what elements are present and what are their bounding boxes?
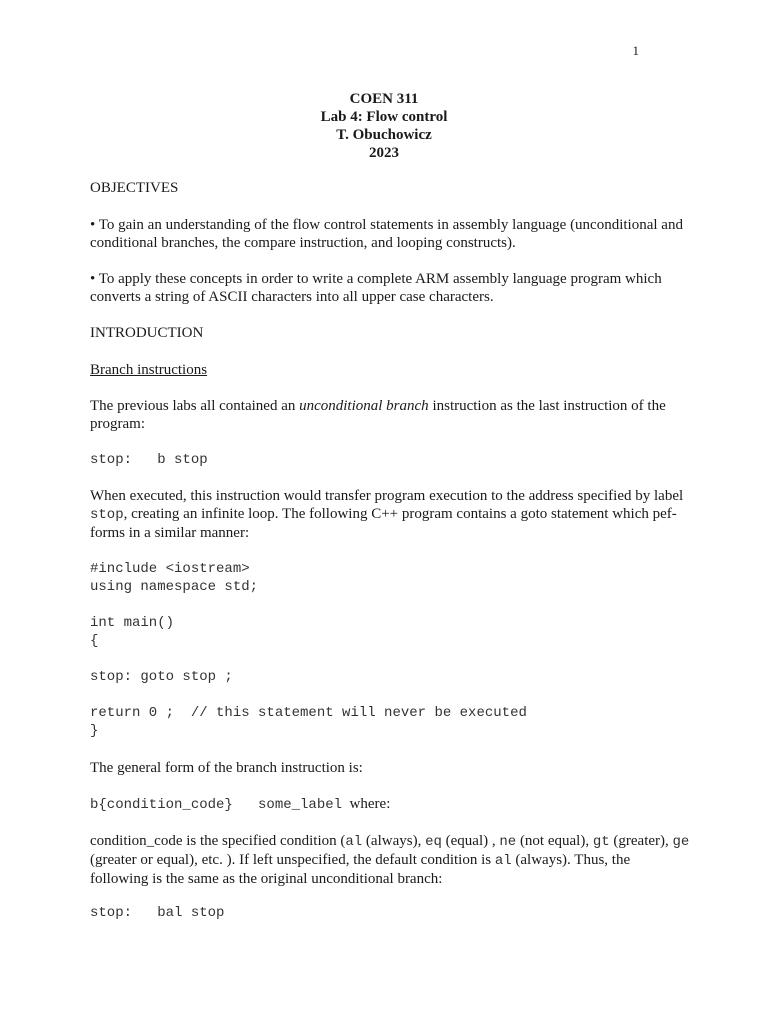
code-al: al	[494, 853, 512, 869]
para2-inline-code: stop	[90, 507, 124, 523]
introduction-heading: INTRODUCTION	[90, 325, 204, 341]
general-form-code: b{condition_code} some_label	[90, 797, 343, 813]
para4-text: (always),	[362, 833, 426, 849]
page-number: 1	[632, 43, 639, 58]
code-al: al	[345, 834, 363, 850]
paragraph-condition-code	[90, 832, 690, 888]
para4-text: (equal) ,	[441, 833, 500, 849]
objective-bullet-2: • To apply these concepts in order to write a complete ARM assembly language program which converts a string of ASCII characters into all upper case characters.	[90, 271, 662, 305]
course-title: COEN 311	[349, 91, 419, 107]
objective-bullet-1: • To gain an understanding of the flow control statements in assembly language (unconditional and conditional branches, the compare instruction, and looping constructs).	[90, 217, 683, 251]
cpp-line	[90, 650, 527, 668]
code-bal-stop: stop: bal stop	[90, 905, 225, 921]
cpp-line: }	[90, 723, 99, 739]
lab-title: Lab 4: Flow control	[320, 109, 448, 125]
title-block	[0, 90, 768, 162]
general-form-where: where:	[349, 796, 391, 812]
cpp-line: return 0 ; // this statement will never be executed	[90, 705, 527, 721]
cpp-line: int main()	[90, 615, 175, 631]
code-eq: eq	[425, 834, 442, 850]
para4-text: (greater),	[609, 833, 673, 849]
para1-text-a: The previous labs all contained an	[90, 398, 300, 414]
paragraph-general-form: The general form of the branch instruction is:	[90, 760, 363, 776]
para4-text: (greater or equal), etc. ). If left unspecified, the default condition is	[90, 852, 495, 868]
para2-text-b: , creating an infinite loop. The following C++ program contains a goto statement which pef-forms in a similar manner:	[90, 506, 677, 541]
cpp-code-block	[90, 560, 527, 740]
cpp-line	[90, 686, 527, 704]
cpp-line: using namespace std;	[90, 579, 259, 595]
code-stop-branch: stop: b stop	[90, 452, 208, 468]
year: 2023	[369, 145, 399, 161]
paragraph-when-executed	[90, 487, 690, 542]
code-ge: ge	[672, 834, 690, 850]
general-form-line	[90, 795, 690, 814]
author-name: T. Obuchowicz	[336, 127, 432, 143]
para4-text: (not equal),	[516, 833, 593, 849]
objectives-heading: OBJECTIVES	[90, 180, 179, 196]
cpp-line: {	[90, 633, 99, 649]
branch-instructions-subheading: Branch instructions	[90, 362, 208, 378]
para4-text: condition_code is the specified condition (	[90, 833, 346, 849]
cpp-line: stop: goto stop ;	[90, 669, 233, 685]
para1-emphasis: unconditional branch	[299, 398, 429, 414]
cpp-line	[90, 596, 527, 614]
para2-text-a: When executed, this instruction would transfer program execution to the address specified by label	[90, 488, 684, 504]
code-ne: ne	[499, 834, 517, 850]
para4-text: (always). Thus, the following is the same as the original unconditional branch:	[90, 852, 631, 887]
cpp-line: #include <iostream>	[90, 561, 250, 577]
paragraph-previous-labs	[90, 397, 690, 433]
para1-text-b: instruction as the last instruction of the program:	[90, 398, 666, 432]
code-gt: gt	[592, 834, 610, 850]
